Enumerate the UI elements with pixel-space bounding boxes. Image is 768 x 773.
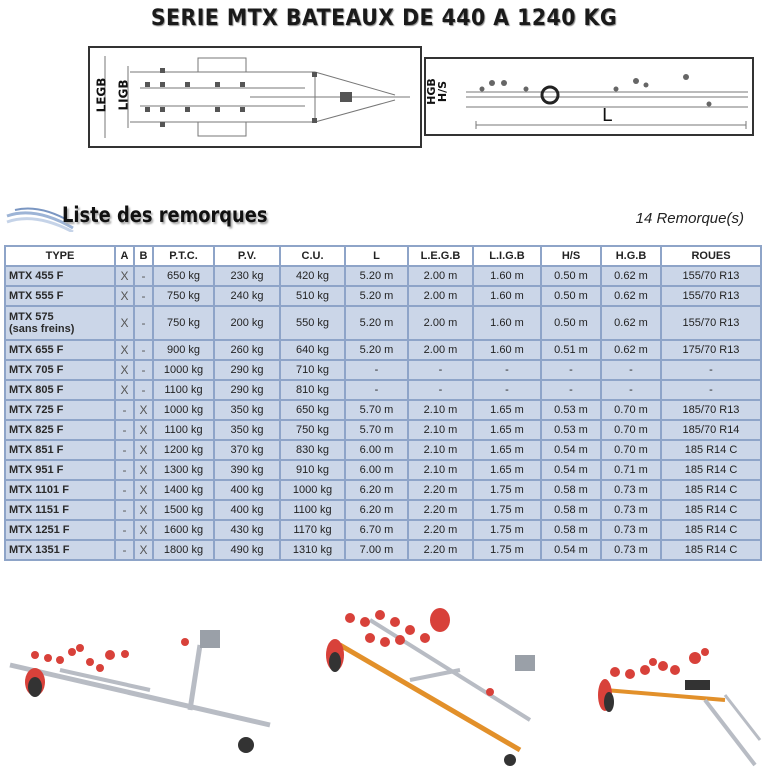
trailer-side-view-drawing <box>426 59 752 134</box>
cell-hgb: 0.73 m <box>601 480 661 500</box>
cell-ptc: 1200 kg <box>153 440 214 460</box>
cell-hgb: 0.62 m <box>601 266 661 286</box>
col-header-ptc: P.T.C. <box>153 246 214 266</box>
cell-roues: 185 R14 C <box>661 500 761 520</box>
cell-cu: 1000 kg <box>280 480 345 500</box>
cell-legb: - <box>408 380 473 400</box>
trailer-top-view-drawing <box>90 48 420 146</box>
table-row <box>5 266 761 286</box>
cell-ligb: 1.65 m <box>473 420 541 440</box>
cell-roues: 155/70 R13 <box>661 306 761 340</box>
cell-hs: 0.58 m <box>541 500 601 520</box>
cell-type: MTX 805 F <box>5 380 115 400</box>
col-header-ligb: L.I.G.B <box>473 246 541 266</box>
cell-hs: 0.51 m <box>541 340 601 360</box>
cell-ptc: 750 kg <box>153 286 214 306</box>
cell-ptc: 1600 kg <box>153 520 214 540</box>
cell-hs: 0.53 m <box>541 400 601 420</box>
cell-ligb: 1.75 m <box>473 480 541 500</box>
cell-hs: - <box>541 360 601 380</box>
cell-a: X <box>115 380 134 400</box>
cell-cu: 1100 kg <box>280 500 345 520</box>
col-header-hs: H/S <box>541 246 601 266</box>
col-header-hgb: H.G.B <box>601 246 661 266</box>
cell-type: MTX 1251 F <box>5 520 115 540</box>
cell-l: 6.20 m <box>345 500 408 520</box>
cell-a: X <box>115 266 134 286</box>
cell-b: - <box>134 286 153 306</box>
cell-type: MTX 655 F <box>5 340 115 360</box>
cell-pv: 390 kg <box>214 460 280 480</box>
cell-cu: 830 kg <box>280 440 345 460</box>
cell-pv: 290 kg <box>214 380 280 400</box>
table-row <box>5 520 761 540</box>
cell-ligb: 1.65 m <box>473 440 541 460</box>
cell-pv: 400 kg <box>214 500 280 520</box>
cell-hgb: 0.62 m <box>601 286 661 306</box>
col-header-a: A <box>115 246 134 266</box>
cell-pv: 240 kg <box>214 286 280 306</box>
cell-type: MTX 1101 F <box>5 480 115 500</box>
cell-legb: 2.10 m <box>408 460 473 480</box>
cell-roues: 175/70 R13 <box>661 340 761 360</box>
side-view-diagram <box>424 57 754 136</box>
cell-pv: 490 kg <box>214 540 280 560</box>
cell-b: - <box>134 306 153 340</box>
cell-legb: 2.00 m <box>408 266 473 286</box>
col-header-legb: L.E.G.B <box>408 246 473 266</box>
col-header-b: B <box>134 246 153 266</box>
cell-legb: 2.20 m <box>408 540 473 560</box>
cell-b: X <box>134 540 153 560</box>
cell-ligb: 1.65 m <box>473 460 541 480</box>
cell-l: 6.70 m <box>345 520 408 540</box>
cell-l: - <box>345 360 408 380</box>
cell-legb: 2.20 m <box>408 500 473 520</box>
cell-hgb: 0.70 m <box>601 420 661 440</box>
cell-legb: 2.00 m <box>408 286 473 306</box>
cell-legb: - <box>408 360 473 380</box>
cell-pv: 430 kg <box>214 520 280 540</box>
cell-ptc: 1100 kg <box>153 420 214 440</box>
cell-hs: 0.50 m <box>541 306 601 340</box>
table-row <box>5 460 761 480</box>
cell-legb: 2.10 m <box>408 440 473 460</box>
cell-type: MTX 705 F <box>5 360 115 380</box>
cell-l: 5.20 m <box>345 306 408 340</box>
cell-ptc: 1000 kg <box>153 360 214 380</box>
cell-ligb: 1.60 m <box>473 340 541 360</box>
cell-ptc: 1100 kg <box>153 380 214 400</box>
cell-hs: 0.54 m <box>541 440 601 460</box>
cell-l: - <box>345 380 408 400</box>
cell-ligb: 1.75 m <box>473 540 541 560</box>
cell-legb: 2.20 m <box>408 520 473 540</box>
table-row <box>5 360 761 380</box>
cell-ligb: 1.60 m <box>473 286 541 306</box>
cell-cu: 810 kg <box>280 380 345 400</box>
cell-l: 6.00 m <box>345 460 408 480</box>
cell-cu: 710 kg <box>280 360 345 380</box>
table-row <box>5 420 761 440</box>
cell-pv: 290 kg <box>214 360 280 380</box>
cell-pv: 200 kg <box>214 306 280 340</box>
ligb-label: LIGB <box>116 79 131 111</box>
cell-hgb: 0.70 m <box>601 440 661 460</box>
cell-roues: - <box>661 380 761 400</box>
cell-b: - <box>134 360 153 380</box>
cell-l: 6.00 m <box>345 440 408 460</box>
cell-cu: 1170 kg <box>280 520 345 540</box>
table-row <box>5 480 761 500</box>
cell-hs: 0.53 m <box>541 420 601 440</box>
table-header-row <box>5 246 761 266</box>
cell-pv: 350 kg <box>214 400 280 420</box>
cell-l: 6.20 m <box>345 480 408 500</box>
cell-roues: - <box>661 360 761 380</box>
cell-type: MTX 555 F <box>5 286 115 306</box>
cell-cu: 640 kg <box>280 340 345 360</box>
cell-legb: 2.10 m <box>408 420 473 440</box>
cell-b: - <box>134 380 153 400</box>
top-view-diagram <box>88 46 422 148</box>
cell-roues: 185/70 R13 <box>661 400 761 420</box>
cell-l: 5.70 m <box>345 400 408 420</box>
cell-pv: 400 kg <box>214 480 280 500</box>
cell-a: - <box>115 460 134 480</box>
list-title: Liste des remorques <box>62 203 268 227</box>
cell-ligb: 1.75 m <box>473 500 541 520</box>
cell-cu: 510 kg <box>280 286 345 306</box>
col-header-l: L <box>345 246 408 266</box>
cell-hgb: 0.73 m <box>601 540 661 560</box>
cell-ptc: 1400 kg <box>153 480 214 500</box>
table-row <box>5 306 761 340</box>
cell-cu: 550 kg <box>280 306 345 340</box>
cell-pv: 230 kg <box>214 266 280 286</box>
cell-hs: 0.58 m <box>541 520 601 540</box>
cell-hgb: 0.62 m <box>601 340 661 360</box>
cell-hgb: 0.71 m <box>601 460 661 480</box>
cell-a: - <box>115 440 134 460</box>
cell-b: X <box>134 480 153 500</box>
cell-b: X <box>134 500 153 520</box>
cell-hs: 0.54 m <box>541 540 601 560</box>
cell-a: X <box>115 306 134 340</box>
col-header-cu: C.U. <box>280 246 345 266</box>
cell-ligb: 1.65 m <box>473 400 541 420</box>
cell-a: X <box>115 286 134 306</box>
cell-cu: 910 kg <box>280 460 345 480</box>
cell-ligb: - <box>473 380 541 400</box>
cell-hs: 0.50 m <box>541 266 601 286</box>
cell-ligb: - <box>473 360 541 380</box>
cell-hgb: 0.70 m <box>601 400 661 420</box>
cell-roues: 185/70 R14 <box>661 420 761 440</box>
list-header <box>0 200 768 240</box>
cell-legb: 2.10 m <box>408 400 473 420</box>
cell-b: X <box>134 400 153 420</box>
cell-b: - <box>134 266 153 286</box>
trailer-photo-2 <box>310 600 560 768</box>
cell-cu: 1310 kg <box>280 540 345 560</box>
cell-roues: 155/70 R13 <box>661 266 761 286</box>
cell-l: 7.00 m <box>345 540 408 560</box>
cell-a: - <box>115 400 134 420</box>
cell-type: MTX 1151 F <box>5 500 115 520</box>
cell-pv: 260 kg <box>214 340 280 360</box>
cell-type: MTX 575 (sans freins) <box>5 306 115 340</box>
cell-a: X <box>115 340 134 360</box>
cell-hs: - <box>541 380 601 400</box>
cell-hgb: 0.62 m <box>601 306 661 340</box>
col-header-pv: P.V. <box>214 246 280 266</box>
cell-b: X <box>134 420 153 440</box>
cell-roues: 185 R14 C <box>661 480 761 500</box>
cell-roues: 185 R14 C <box>661 440 761 460</box>
table-row <box>5 440 761 460</box>
specs-table <box>4 245 762 561</box>
cell-legb: 2.20 m <box>408 480 473 500</box>
cell-roues: 185 R14 C <box>661 460 761 480</box>
cell-ligb: 1.60 m <box>473 266 541 286</box>
page-title: SERIE MTX BATEAUX DE 440 A 1240 KG <box>150 6 618 31</box>
cell-cu: 420 kg <box>280 266 345 286</box>
cell-type: MTX 851 F <box>5 440 115 460</box>
col-header-roues: ROUES <box>661 246 761 266</box>
cell-roues: 155/70 R13 <box>661 286 761 306</box>
cell-ptc: 650 kg <box>153 266 214 286</box>
table-row <box>5 380 761 400</box>
cell-b: X <box>134 440 153 460</box>
cell-a: - <box>115 500 134 520</box>
cell-ligb: 1.60 m <box>473 306 541 340</box>
cell-hgb: - <box>601 360 661 380</box>
col-header-type: TYPE <box>5 246 115 266</box>
trailer-photo-3 <box>585 600 765 768</box>
cell-hgb: 0.73 m <box>601 500 661 520</box>
trailer-count: 14 Remorque(s) <box>635 210 744 227</box>
cell-type: MTX 825 F <box>5 420 115 440</box>
cell-a: - <box>115 480 134 500</box>
cell-l: 5.20 m <box>345 340 408 360</box>
cell-b: X <box>134 520 153 540</box>
cell-a: - <box>115 540 134 560</box>
cell-a: X <box>115 360 134 380</box>
cell-hgb: - <box>601 380 661 400</box>
cell-l: 5.20 m <box>345 286 408 306</box>
cell-a: - <box>115 520 134 540</box>
cell-pv: 350 kg <box>214 420 280 440</box>
table-row <box>5 340 761 360</box>
cell-hs: 0.54 m <box>541 460 601 480</box>
cell-hs: 0.50 m <box>541 286 601 306</box>
cell-ptc: 1300 kg <box>153 460 214 480</box>
cell-l: 5.20 m <box>345 266 408 286</box>
legb-label: LEGB <box>94 77 109 113</box>
hs-label: H/S <box>436 80 450 103</box>
cell-type: MTX 455 F <box>5 266 115 286</box>
cell-legb: 2.00 m <box>408 306 473 340</box>
table-row <box>5 400 761 420</box>
cell-ptc: 1800 kg <box>153 540 214 560</box>
cell-cu: 750 kg <box>280 420 345 440</box>
cell-type: MTX 1351 F <box>5 540 115 560</box>
cell-roues: 185 R14 C <box>661 540 761 560</box>
table-row <box>5 286 761 306</box>
cell-roues: 185 R14 C <box>661 520 761 540</box>
cell-b: - <box>134 340 153 360</box>
cell-cu: 650 kg <box>280 400 345 420</box>
length-label: L <box>602 105 613 126</box>
cell-type: MTX 725 F <box>5 400 115 420</box>
cell-a: - <box>115 420 134 440</box>
cell-legb: 2.00 m <box>408 340 473 360</box>
cell-ptc: 900 kg <box>153 340 214 360</box>
trailer-photo-1 <box>0 600 290 768</box>
cell-ptc: 1000 kg <box>153 400 214 420</box>
table-row <box>5 500 761 520</box>
cell-l: 5.70 m <box>345 420 408 440</box>
cell-pv: 370 kg <box>214 440 280 460</box>
cell-b: X <box>134 460 153 480</box>
cell-hs: 0.58 m <box>541 480 601 500</box>
hgb-label: HGB <box>424 78 438 105</box>
cell-ptc: 1500 kg <box>153 500 214 520</box>
cell-ptc: 750 kg <box>153 306 214 340</box>
table-row <box>5 540 761 560</box>
cell-type: MTX 951 F <box>5 460 115 480</box>
cell-hgb: 0.73 m <box>601 520 661 540</box>
cell-ligb: 1.75 m <box>473 520 541 540</box>
